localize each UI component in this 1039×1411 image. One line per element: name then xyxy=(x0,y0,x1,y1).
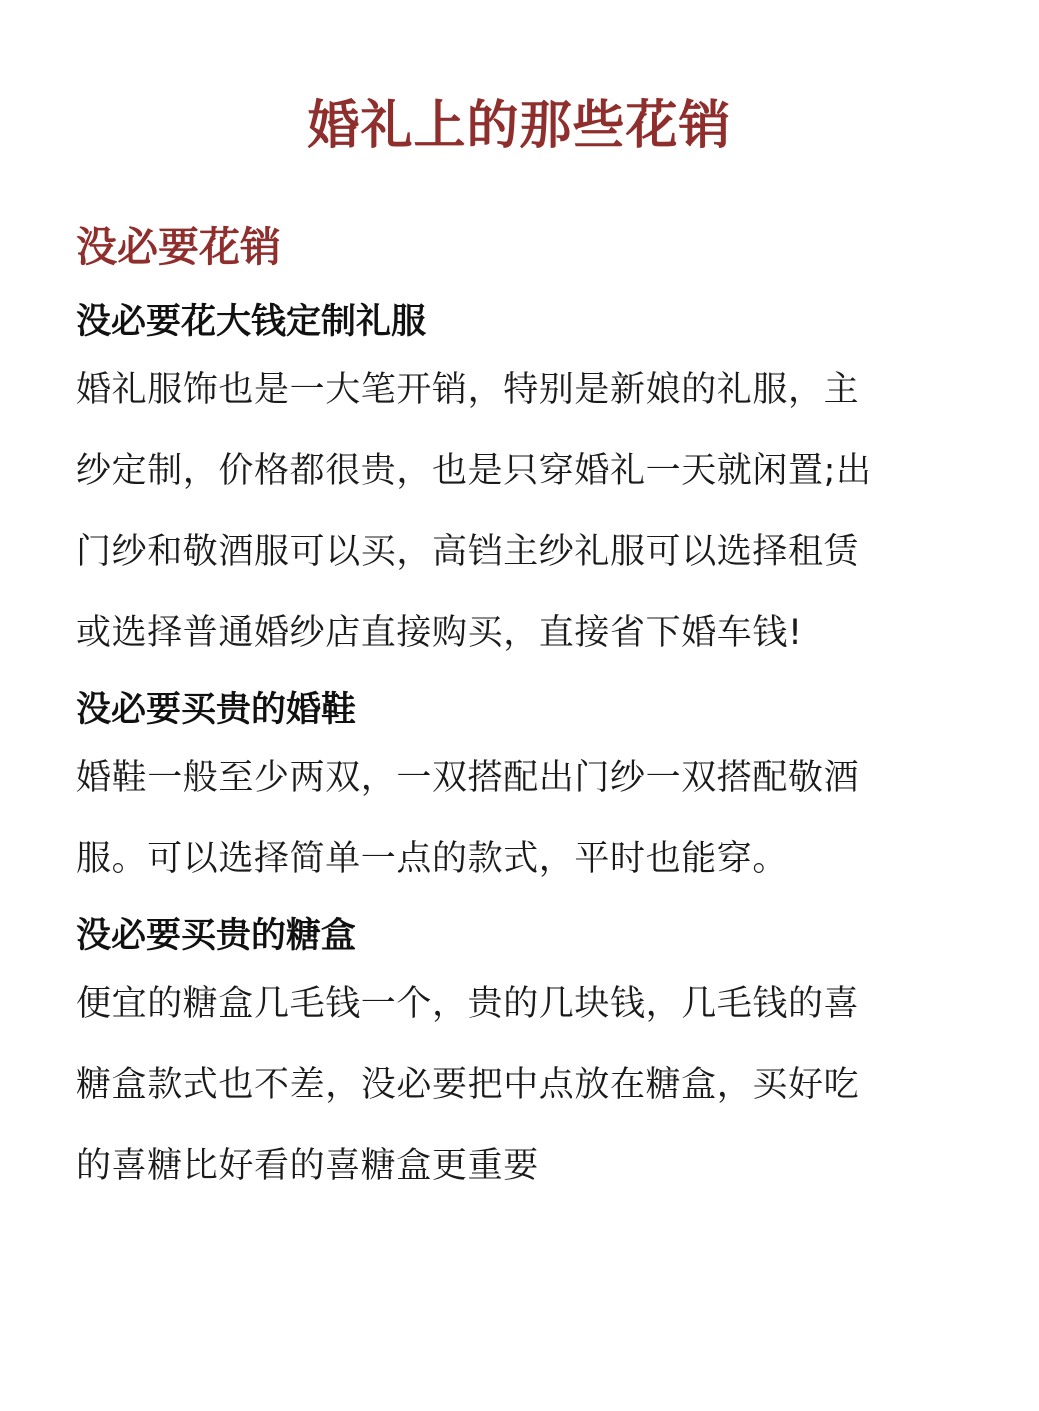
item-body xyxy=(76,350,976,674)
content-area xyxy=(76,214,976,1215)
expense-item-dress xyxy=(76,294,976,674)
body-line: 糖盒款式也不差，没必要把中点放在糖盒，买好吃 xyxy=(76,1065,860,1105)
body-line: 的喜糖比好看的喜糖盒更重要 xyxy=(76,1146,539,1186)
section-heading: 没必要花销 xyxy=(76,223,281,271)
body-line: 门纱和敬酒服可以买，高铛主纱礼服可以选择租赁 xyxy=(76,532,860,572)
body-line: 婚鞋一般至少两双，一双搭配出门纱一双搭配敬酒 xyxy=(76,758,860,798)
item-heading: 没必要买贵的婚鞋 xyxy=(76,690,357,730)
item-body xyxy=(76,964,976,1207)
expense-item-candy-box xyxy=(76,908,976,1207)
body-line: 婚礼服饰也是一大笔开销，特别是新娘的礼服，主 xyxy=(76,370,860,410)
expense-item-shoes xyxy=(76,682,976,900)
item-heading: 没必要买贵的糖盒 xyxy=(76,916,357,956)
body-line: 服。可以选择简单一点的款式，平时也能穿。 xyxy=(76,839,789,879)
item-body xyxy=(76,738,976,900)
item-heading: 没必要花大钱定制礼服 xyxy=(76,302,427,342)
body-line: 纱定制，价格都很贵，也是只穿婚礼一天就闲置;出 xyxy=(76,451,872,491)
page-title: 婚礼上的那些花销 xyxy=(307,96,732,156)
body-line: 便宜的糖盒几毛钱一个，贵的几块钱，几毛钱的喜 xyxy=(76,984,860,1024)
body-line: 或选择普通婚纱店直接购买，直接省下婚车钱! xyxy=(76,613,803,653)
